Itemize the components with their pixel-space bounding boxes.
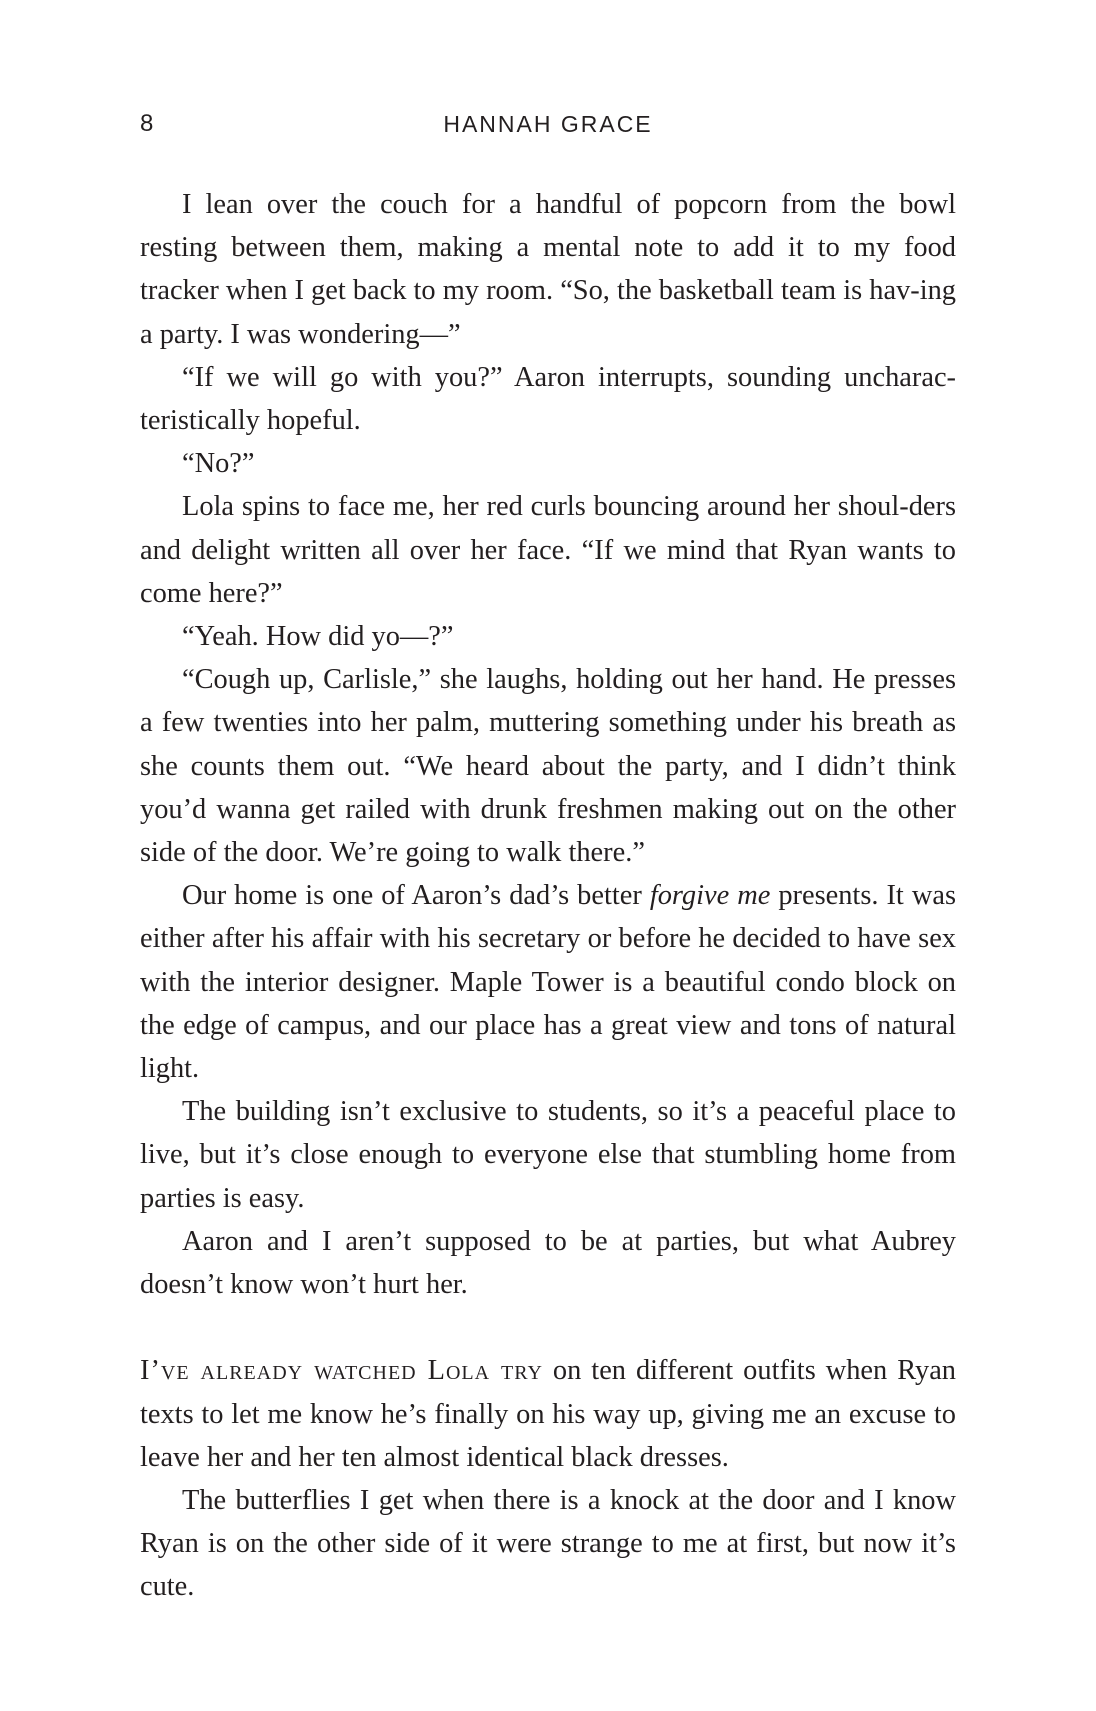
paragraph [140, 874, 956, 1090]
paragraph: I lean over the couch for a handful of popcorn from the bowl resting between them, making a mental note to add it to my food tracker when I get back to my room. “So, the basketball team is hav-ing a party. I was wondering—” [140, 189, 956, 350]
paragraph: “No?” [182, 448, 255, 480]
page-number: 8 [140, 110, 154, 137]
italic-phrase: forgive me [649, 880, 771, 912]
paragraph: “Cough up, Carlisle,” she laughs, holding out her hand. He presses a few twenties into her palm, muttering something under his breath as she counts them out. “We heard about the party, and I didn’t think you’d wanna get railed with drunk freshmen making out on the other side of the door. We’re going to walk there.” [140, 664, 956, 869]
paragraph: The butterflies I get when there is a knock at the door and I know Ryan is on the other side of it were strange to me at first, but now it’s cute. [140, 1485, 956, 1603]
paragraph: Lola spins to face me, her red curls bouncing around her shoul-ders and delight written all over her face. “If we mind that Ryan wants to come here?” [140, 491, 956, 609]
paragraph-text: on ten different outfits when Ryan texts to let me know he’s finally on his way up, giving me an excuse to leave her and her ten almost identical black dresses. [140, 1355, 956, 1473]
running-head [140, 106, 956, 142]
paragraph: “Yeah. How did yo—?” [182, 621, 454, 653]
paragraph-text: presents. It was either after his affair with his secretary or before he decided to have sex with the interior designer. Maple Tower is a beautiful condo block on the edge of campus, and our place has a great view and tons of natural light. [140, 880, 956, 1085]
scene-opening-paragraph [140, 1349, 956, 1479]
paragraph: The building isn’t exclusive to students, so it’s a peaceful place to live, but it’s close enough to everyone else that stumbling home from parties is easy. [140, 1096, 956, 1214]
paragraph: Aaron and I aren’t supposed to be at parties, but what Aubrey doesn’t know won’t hurt her. [140, 1225, 956, 1301]
body-text [140, 183, 956, 1609]
author-name: HANNAH GRACE [443, 111, 653, 137]
scene-break [140, 1306, 956, 1349]
paragraph: “If we will go with you?” Aaron interrupts, sounding uncharac-teristically hopeful. [140, 361, 956, 437]
small-caps-lead-in: I’ve already watched Lola try [140, 1355, 543, 1387]
paragraph-text: Our home is one of Aaron’s dad’s better [182, 880, 650, 912]
